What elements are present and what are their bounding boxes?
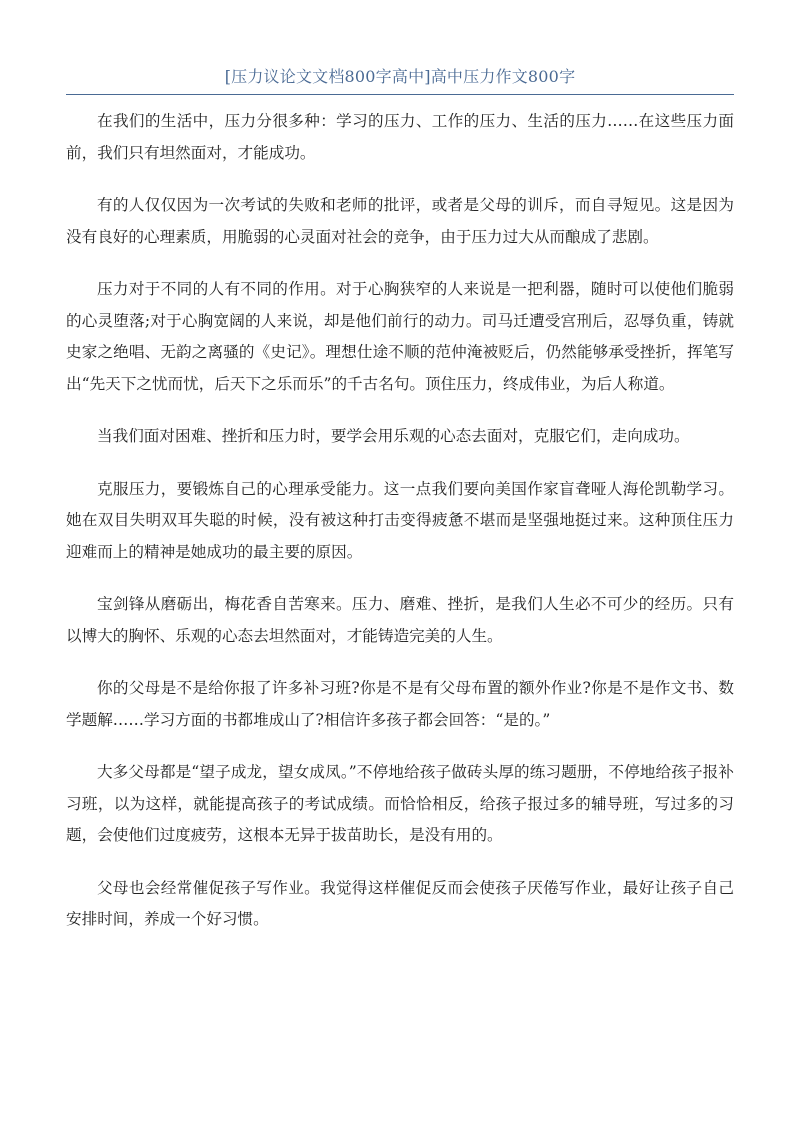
paragraph-3: 压力对于不同的人有不同的作用。对于心胸狭窄的人来说是一把利器，随时可以使他们脆弱的心灵堕落;对于心胸宽阔的人来说，却是他们前行的动力。司马迁遭受宫刑后，忍辱负重，铸就史家之绝唱、无韵之离骚的《史记》。理想仕途不顺的范仲淹被贬后，仍然能够承受挫折，挥笔写出“先天下之忧而忧，后天下之乐而乐”的千古名句。顶住压力，终成伟业，为后人称道。 xyxy=(66,280,734,393)
document-title: [压力议论文文档800字高中]高中压力作文800字 xyxy=(224,67,576,86)
paragraph-2: 有的人仅仅因为一次考试的失败和老师的批评，或者是父母的训斥，而自寻短见。这是因为没有良好的心理素质，用脆弱的心灵面对社会的竞争，由于压力过大从而酿成了悲剧。 xyxy=(66,196,734,246)
paragraph-7: 你的父母是不是给你报了许多补习班?你是不是有父母布置的额外作业?你是不是作文书、数学题解……学习方面的书都堆成山了?相信许多孩子都会回答：“是的。” xyxy=(66,679,734,729)
paragraph-6: 宝剑锋从磨砺出，梅花香自苦寒来。压力、磨难、挫折，是我们人生必不可少的经历。只有以博大的胸怀、乐观的心态去坦然面对，才能铸造完美的人生。 xyxy=(66,595,734,645)
document-body xyxy=(66,106,734,957)
paragraph-8: 大多父母都是“望子成龙，望女成凤。”不停地给孩子做砖头厚的练习题册，不停地给孩子报补习班，以为这样，就能提高孩子的考试成绩。而恰恰相反，给孩子报过多的辅导班，写过多的习题，会使他们过度疲劳，这根本无异于拔苗助长，是没有用的。 xyxy=(66,763,734,844)
paragraph-1: 在我们的生活中，压力分很多种：学习的压力、工作的压力、生活的压力……在这些压力面前，我们只有坦然面对，才能成功。 xyxy=(66,112,734,162)
paragraph-9: 父母也会经常催促孩子写作业。我觉得这样催促反而会使孩子厌倦写作业，最好让孩子自己安排时间，养成一个好习惯。 xyxy=(66,878,734,928)
header-divider xyxy=(66,94,734,95)
paragraph-5: 克服压力，要锻炼自己的心理承受能力。这一点我们要向美国作家盲聋哑人海伦凯勒学习。她在双目失明双耳失聪的时候，没有被这种打击变得疲惫不堪而是坚强地挺过来。这种顶住压力迎难而上的精神是她成功的最主要的原因。 xyxy=(66,479,734,561)
paragraph-4: 当我们面对困难、挫折和压力时，要学会用乐观的心态去面对，克服它们，走向成功。 xyxy=(97,427,690,445)
